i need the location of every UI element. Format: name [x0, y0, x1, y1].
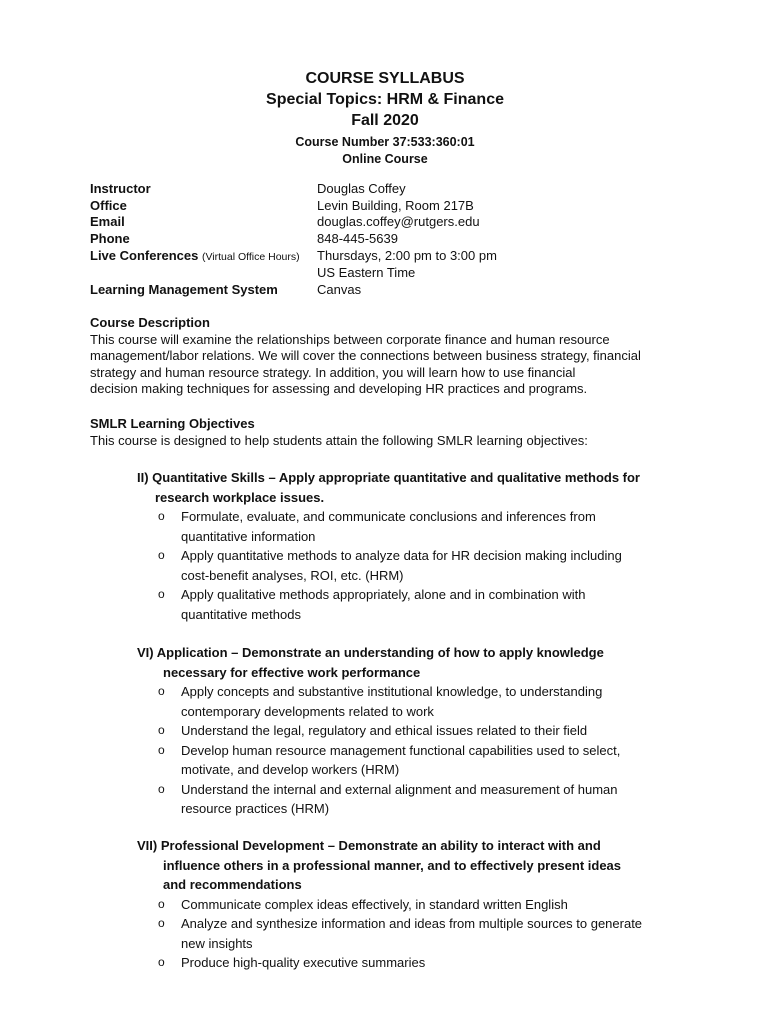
description-line: decision making techniques for assessing and developing HR practices and programs. — [90, 381, 588, 397]
email-label: Email — [90, 214, 125, 230]
objective-group-heading — [137, 836, 697, 895]
list-item-text: Apply concepts and substantive institutional knowledge, to understanding — [181, 684, 603, 699]
info-row-phone — [90, 231, 690, 248]
list-item-text: new insights — [181, 935, 253, 951]
objective-heading-line: VI) Application – Demonstrate an understanding of how to apply knowledge — [137, 645, 604, 660]
document-term: Fall 2020 — [351, 112, 419, 129]
list-item-text: Develop human resource management functional capabilities used to select, — [181, 742, 621, 758]
list-item — [137, 546, 697, 585]
document-subtitle: Special Topics: HRM & Finance — [266, 91, 504, 108]
list-item-text: quantitative information — [181, 528, 316, 544]
course-description-heading: Course Description — [90, 315, 210, 330]
list-item-text: Understand the legal, regulatory and ethical issues related to their field — [181, 723, 588, 738]
list-item-text: quantitative methods — [181, 606, 301, 622]
list-item-text: cost-benefit analyses, ROI, etc. (HRM) — [181, 567, 404, 583]
list-item — [137, 780, 697, 819]
info-row-instructor — [90, 181, 690, 198]
live-conferences-time: Thursdays, 2:00 pm to 3:00 pm — [317, 247, 497, 263]
objective-group-professional-development — [137, 836, 697, 973]
phone-label: Phone — [90, 231, 130, 247]
bullet-icon: o — [158, 916, 165, 930]
list-item-text: Understand the internal and external alignment and measurement of human — [181, 781, 618, 797]
learning-objectives-section — [90, 416, 690, 449]
instructor-label: Instructor — [90, 181, 151, 196]
list-item — [137, 585, 697, 624]
list-item-text: Apply quantitative methods to analyze data for HR decision making including — [181, 548, 622, 563]
bullet-icon: o — [158, 684, 165, 698]
list-item-text: Produce high-quality executive summaries — [181, 955, 426, 970]
bullet-icon: o — [158, 896, 165, 911]
info-row-email — [90, 214, 690, 231]
info-row-office — [90, 198, 690, 215]
list-item-text: resource practices (HRM) — [181, 801, 330, 816]
list-item — [137, 741, 697, 780]
course-description-section — [90, 315, 690, 398]
instructor-value: Douglas Coffey — [317, 181, 406, 196]
info-row-lms — [90, 282, 690, 299]
list-item-text: Communicate complex ideas effectively, in standard written English — [181, 896, 568, 912]
objective-group-heading — [137, 643, 697, 682]
bullet-icon: o — [158, 781, 165, 796]
course-format: Online Course — [342, 152, 428, 166]
objective-group-heading — [137, 468, 697, 507]
objective-heading-line: necessary for effective work performance — [163, 664, 421, 680]
syllabus-header — [0, 68, 770, 168]
objective-group-quantitative — [137, 468, 697, 624]
objective-heading-line: influence others in a professional manner, and to effectively present ideas — [163, 857, 622, 873]
phone-value: 848-445-5639 — [317, 231, 398, 247]
list-item — [137, 895, 697, 915]
objective-group-application — [137, 643, 697, 819]
lms-label: Learning Management System — [90, 282, 278, 298]
list-item — [137, 682, 697, 721]
lms-value: Canvas — [317, 282, 362, 298]
objective-list — [137, 895, 697, 973]
description-line: This course will examine the relationships between corporate finance and human resource — [90, 331, 610, 347]
live-conferences-value — [317, 248, 677, 281]
bullet-icon: o — [158, 548, 165, 562]
course-number: Course Number 37:533:360:01 — [295, 135, 475, 149]
course-info-table — [90, 181, 690, 299]
objective-heading-line: II) Quantitative Skills – Apply appropriate quantitative and qualitative methods for — [137, 470, 640, 485]
description-line: strategy and human resource strategy. In addition, you will learn how to use financial — [90, 364, 576, 380]
list-item-text: Formulate, evaluate, and communicate conclusions and inferences from — [181, 509, 596, 524]
list-item — [137, 507, 697, 546]
office-label: Office — [90, 197, 127, 213]
live-conferences-note: (Virtual Office Hours) — [202, 250, 300, 263]
list-item-text: motivate, and develop workers (HRM) — [181, 762, 400, 777]
bullet-icon: o — [158, 587, 165, 601]
bullet-icon: o — [158, 742, 165, 757]
list-item — [137, 953, 697, 973]
live-conferences-label — [90, 248, 317, 281]
bullet-icon: o — [158, 955, 165, 969]
bullet-icon: o — [158, 509, 165, 523]
list-item-text: contemporary developments related to work — [181, 703, 434, 719]
objective-heading-line: research workplace issues. — [155, 489, 325, 505]
email-value: douglas.coffey@rutgers.edu — [317, 214, 480, 230]
objective-list — [137, 682, 697, 819]
list-item — [137, 721, 697, 741]
list-item-text: Apply qualitative methods appropriately, alone and in combination with — [181, 587, 586, 602]
list-item — [137, 914, 697, 953]
description-line: management/labor relations. We will cover the connections between business strategy, financial — [90, 348, 641, 364]
learning-objectives-intro: This course is designed to help students attain the following SMLR learning objectives: — [90, 432, 588, 448]
live-conferences-timezone: US Eastern Time — [317, 264, 416, 280]
bullet-icon: o — [158, 723, 165, 737]
learning-objectives-heading: SMLR Learning Objectives — [90, 416, 255, 431]
office-value: Levin Building, Room 217B — [317, 197, 474, 213]
objective-list — [137, 507, 697, 624]
objective-heading-line: and recommendations — [163, 877, 302, 892]
info-row-live-conferences — [90, 248, 690, 281]
list-item-text: Analyze and synthesize information and ideas from multiple sources to generate — [181, 916, 643, 931]
live-conferences-label-text: Live Conferences — [90, 247, 199, 263]
document-title: COURSE SYLLABUS — [305, 70, 465, 87]
objective-heading-line: VII) Professional Development – Demonstrate an ability to interact with and — [137, 838, 601, 853]
